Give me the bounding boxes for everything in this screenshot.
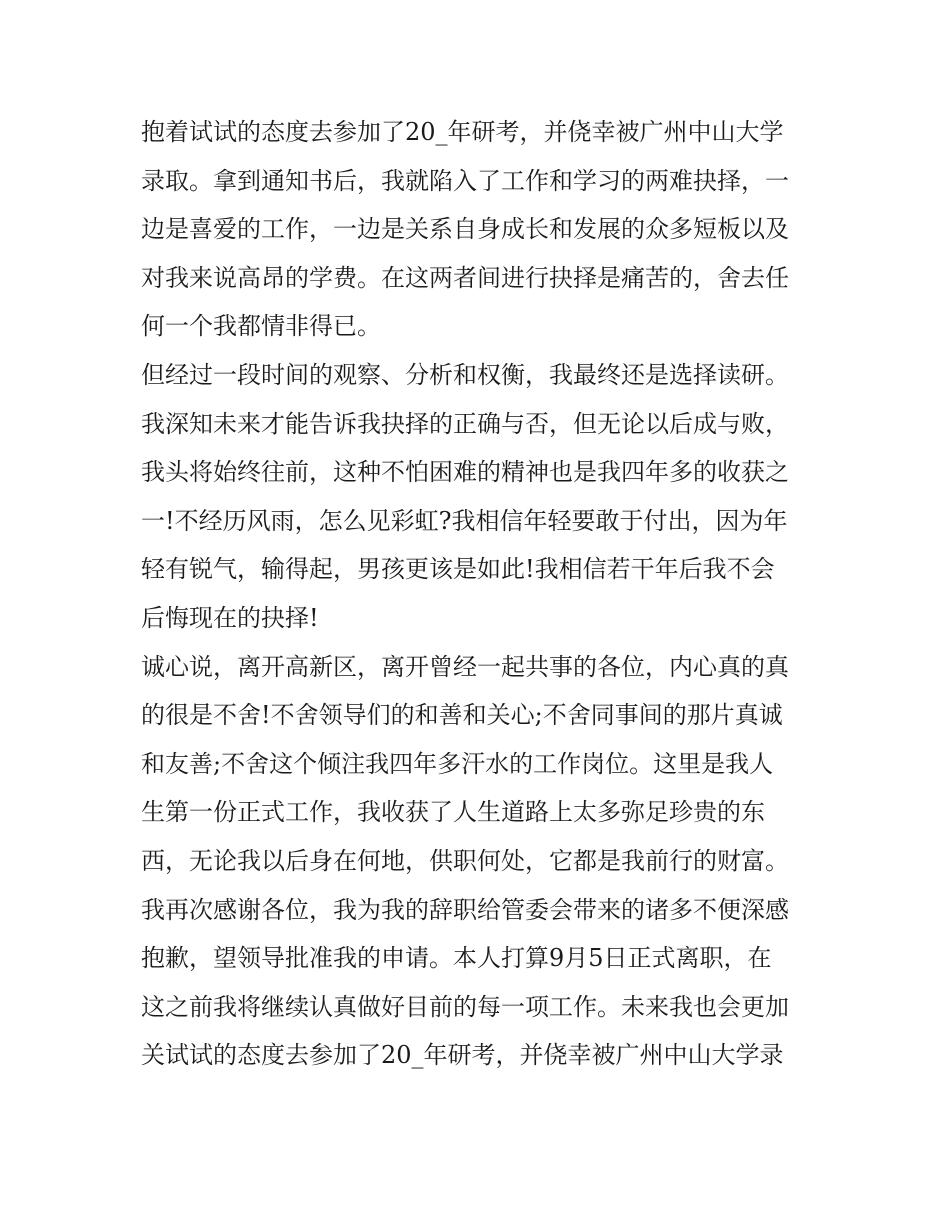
- text-line: 西，无论我以后身在何地，供职何处，它都是我前行的财富。: [141, 846, 789, 875]
- document-body: [141, 108, 816, 1080]
- text-line: 和友善;不舍这个倾注我四年多汗水的工作岗位。这里是我人: [141, 749, 774, 778]
- text-line: 边是喜爱的工作，一边是关系自身成长和发展的众多短板以及: [141, 215, 789, 244]
- text-line: 但经过一段时间的观察、分析和权衡，我最终还是选择读研。: [141, 360, 789, 389]
- text-line: 录取。拿到通知书后，我就陷入了工作和学习的两难抉择，一: [141, 166, 789, 195]
- text-line: 后悔现在的抉择!: [141, 603, 319, 632]
- text-line: 我头将始终往前，这种不怕困难的精神也是我四年多的收获之: [141, 458, 789, 487]
- text-line: 抱歉，望领导批准我的申请。本人打算9月5日正式离职，在: [141, 944, 772, 973]
- text-line: 诚心说，离开高新区，离开曾经一起共事的各位，内心真的真: [141, 652, 789, 681]
- text-line: 生第一份正式工作，我收获了人生道路上太多弥足珍贵的东: [141, 798, 765, 827]
- text-line: 抱着试试的态度去参加了20_年研考，并侥幸被广州中山大学: [141, 118, 784, 146]
- text-line: 关试试的态度去参加了20_年研考，并侥幸被广州中山大学录: [141, 1041, 784, 1070]
- text-line: 轻有锐气，输得起，男孩更该是如此!我相信若干年后我不会: [141, 555, 775, 584]
- text-line: 对我来说高昂的学费。在这两者间进行抉择是痛苦的，舍去任: [141, 263, 789, 292]
- text-line: 我再次感谢各位，我为我的辞职给管委会带来的诸多不便深感: [141, 895, 789, 924]
- text-line: 我深知未来才能告诉我抉择的正确与否，但无论以后成与败，: [141, 409, 789, 438]
- text-line: 这之前我将继续认真做好目前的每一项工作。未来我也会更加: [141, 992, 789, 1021]
- text-line: 一!不经历风雨，怎么见彩虹?我相信年轻要敢于付出，因为年: [141, 506, 788, 535]
- text-line: 的很是不舍!不舍领导们的和善和关心;不舍同事间的那片真诚: [141, 701, 783, 730]
- text-line: 何一个我都情非得已。: [141, 312, 381, 341]
